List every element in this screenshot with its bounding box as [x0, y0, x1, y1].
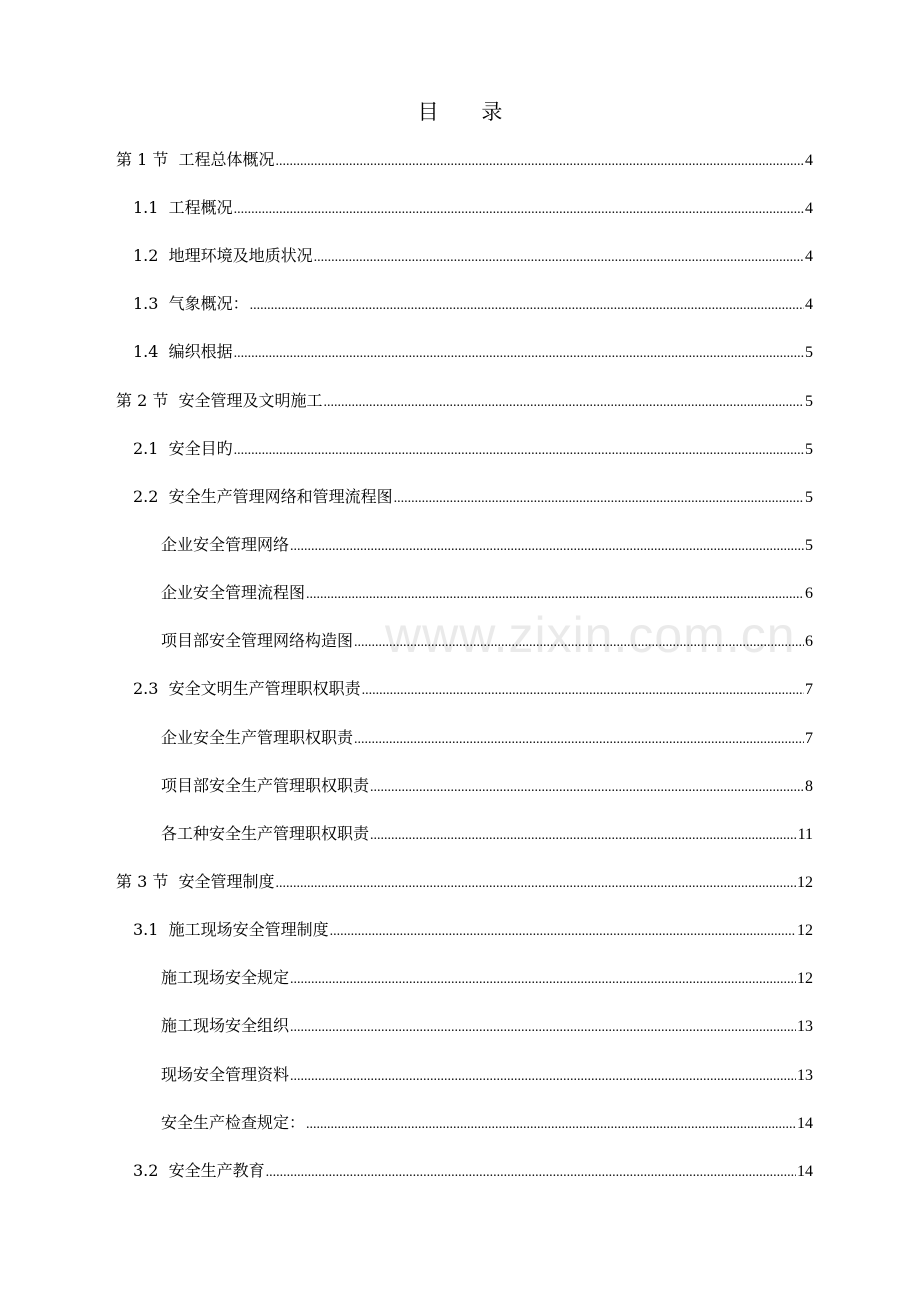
toc-leader-dots: [250, 296, 804, 316]
toc-leader-dots: [306, 1115, 796, 1135]
toc-entry-page: 13: [797, 1018, 813, 1035]
toc-entry[interactable]: [161, 1065, 813, 1087]
toc-leader-dots: [362, 681, 804, 701]
toc-entry-page: 4: [805, 152, 813, 169]
toc-leader-dots: [290, 1067, 796, 1087]
toc-entry-page: 4: [805, 248, 813, 265]
toc-leader-dots: [306, 585, 804, 605]
toc-entry[interactable]: [133, 439, 813, 461]
toc-entry-label: 1.3 气象概况：: [133, 294, 249, 313]
toc-leader-dots: [276, 152, 804, 172]
toc-entry-label: 项目部安全管理网络构造图: [161, 631, 354, 650]
toc-leader-dots: [290, 970, 796, 990]
toc-entry-page: 14: [797, 1115, 813, 1132]
toc-leader-dots: [324, 393, 804, 413]
toc-entry-page: 5: [805, 393, 813, 410]
toc-leader-dots: [290, 537, 804, 557]
toc-entry-label: 施工现场安全组织: [161, 1016, 290, 1035]
toc-entry[interactable]: [161, 728, 813, 750]
toc-entry-label: 2.3 安全文明生产管理职权职责: [133, 679, 361, 698]
toc-entry-page: 11: [797, 826, 813, 843]
toc-entry-page: 6: [805, 633, 813, 650]
toc-leader-dots: [234, 200, 804, 220]
toc-entry[interactable]: [133, 342, 813, 364]
toc-entry-page: 6: [805, 585, 813, 602]
toc-entry-page: 14: [797, 1163, 813, 1180]
toc-entry-page: 12: [797, 922, 813, 939]
toc-leader-dots: [370, 826, 797, 846]
toc-entry-label: 企业安全生产管理职权职责: [161, 728, 354, 747]
toc-entry-page: 5: [805, 344, 813, 361]
toc-entry[interactable]: [161, 776, 813, 798]
toc-entry[interactable]: [133, 679, 813, 701]
toc-entry-page: 4: [805, 200, 813, 217]
toc-entry-page: 5: [805, 489, 813, 506]
toc-title: 目 录: [417, 100, 521, 124]
toc-entry[interactable]: [116, 150, 813, 172]
toc-entry[interactable]: [161, 535, 813, 557]
toc-entry[interactable]: [133, 920, 813, 942]
toc-leader-dots: [394, 489, 804, 509]
toc-entry[interactable]: [133, 487, 813, 509]
toc-entry[interactable]: [133, 1161, 813, 1183]
toc-entry-page: 12: [797, 970, 813, 987]
toc-entry-label: 第 1 节 工程总体概况: [116, 150, 275, 169]
toc-entry-page: 8: [805, 778, 813, 795]
toc-leader-dots: [330, 922, 796, 942]
toc-leader-dots: [314, 248, 804, 268]
toc-entry[interactable]: [161, 968, 813, 990]
toc-entry-page: 7: [805, 730, 813, 747]
toc-entry-label: 各工种安全生产管理职权职责: [161, 824, 370, 843]
toc-entry[interactable]: [116, 872, 813, 894]
toc-entry-label: 安全生产检查规定：: [161, 1113, 306, 1132]
toc-entry-label: 企业安全管理流程图: [161, 583, 306, 602]
toc-entry[interactable]: [161, 1016, 813, 1038]
toc-entry-label: 2.1 安全目旳: [133, 439, 233, 458]
toc-leader-dots: [370, 778, 804, 798]
toc-entry-label: 3.2 安全生产教育: [133, 1161, 265, 1180]
toc-leader-dots: [354, 730, 804, 750]
toc-entry[interactable]: [133, 246, 813, 268]
toc-entry-label: 1.1 工程概况: [133, 198, 233, 217]
toc-entry[interactable]: [161, 631, 813, 653]
toc-entry[interactable]: [133, 294, 813, 316]
toc-leader-dots: [276, 874, 796, 894]
toc-entry-page: 7: [805, 681, 813, 698]
toc-entry-label: 第 3 节 安全管理制度: [116, 872, 275, 891]
toc-leader-dots: [290, 1018, 796, 1038]
toc-entry-label: 项目部安全生产管理职权职责: [161, 776, 370, 795]
toc-entry-page: 5: [805, 537, 813, 554]
toc-entry-label: 1.4 编织根据: [133, 342, 233, 361]
toc-leader-dots: [266, 1163, 796, 1183]
toc-entry-label: 3.1 施工现场安全管理制度: [133, 920, 329, 939]
toc-entry-page: 4: [805, 296, 813, 313]
toc-entry[interactable]: [116, 391, 813, 413]
toc-entry[interactable]: [133, 198, 813, 220]
toc-entry-page: 12: [797, 874, 813, 891]
toc-entry-page: 13: [797, 1067, 813, 1084]
toc-entry-page: 5: [805, 441, 813, 458]
toc-entry-label: 施工现场安全规定: [161, 968, 290, 987]
toc-entry-label: 第 2 节 安全管理及文明施工: [116, 391, 323, 410]
toc-entry-label: 现场安全管理资料: [161, 1065, 290, 1084]
toc-entry[interactable]: [161, 583, 813, 605]
toc-leader-dots: [354, 633, 804, 653]
toc-leader-dots: [234, 344, 804, 364]
toc-entry-label: 企业安全管理网络: [161, 535, 290, 554]
watermark: www.zixin.com.cn: [385, 607, 796, 663]
toc-entry[interactable]: [161, 1113, 813, 1135]
toc-entry-label: 2.2 安全生产管理网络和管理流程图: [133, 487, 393, 506]
toc-entry-label: 1.2 地理环境及地质状况: [133, 246, 313, 265]
toc-leader-dots: [234, 441, 804, 461]
toc-entry[interactable]: [161, 824, 813, 846]
